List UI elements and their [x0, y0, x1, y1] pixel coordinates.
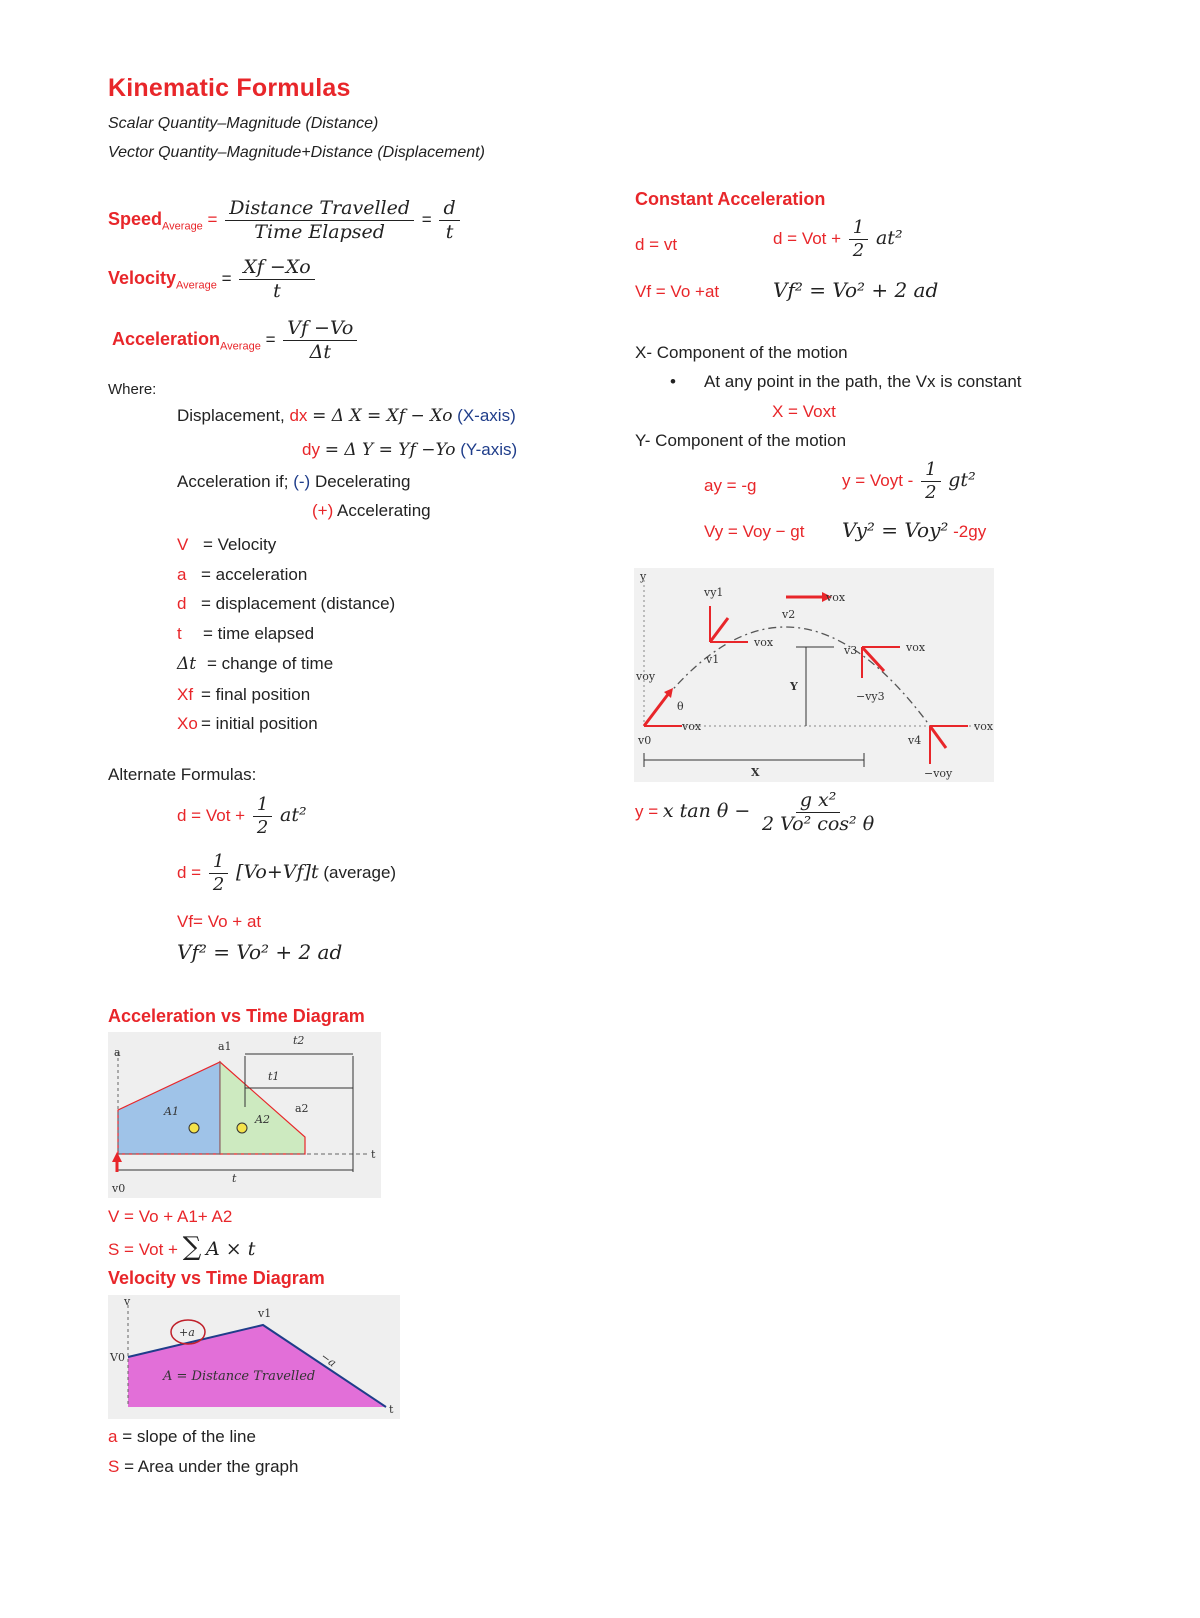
speed-denominator: Time Elapsed [254, 220, 385, 243]
diagram-background [634, 568, 994, 782]
alternate-formula-4: Vf² = Vo² + 2 ad [177, 940, 343, 964]
scalar-definition: Scalar Quantity–Magnitude (Distance) [108, 115, 379, 132]
legend-item: Xo = initial position [177, 714, 318, 734]
negative-sign: (-) [293, 472, 311, 491]
speed-formula: Speed$_{Average}$ = $\frac{\text{Distance Travelled}}{\text{Time Elapsed}}$ = $\frac{d}{t}$ [108, 198, 463, 243]
acc-time-heading: Acceleration vs Time Diagram [108, 1006, 365, 1026]
velocity-time-diagram [108, 1295, 400, 1419]
speed-sub: Average [162, 220, 203, 233]
label-a: a [114, 1046, 121, 1059]
label-v3: v3 [844, 644, 858, 657]
vel-time-heading: Velocity vs Time Diagram [108, 1268, 325, 1288]
page-title: Kinematic Formulas [108, 74, 351, 102]
label-t-axis: t [371, 1148, 376, 1161]
label-voy: voy [636, 670, 656, 683]
vector-definition: Vector Quantity–Magnitude+Distance (Displacement) [108, 144, 485, 161]
y-component-y: y = Voyt - $\frac{1}{2}$ gt² [842, 459, 976, 503]
projectile-diagram [634, 568, 994, 782]
constant-formula-2a: Vf = Vo +at [635, 282, 720, 301]
velocity-numerator: Xf −Xo [239, 257, 314, 280]
label-v1: v1 [706, 653, 720, 666]
x-component-formula: X = Voxt [772, 402, 836, 421]
label-t: t [389, 1403, 394, 1416]
decelerating-label: Decelerating [314, 472, 411, 491]
slope-definition: a = slope of the line [108, 1427, 256, 1446]
centroid-a1 [189, 1123, 199, 1133]
acceleration-sub: Average [220, 340, 261, 353]
legend-item: Xf = final position [177, 684, 311, 704]
label-v0: v0 [638, 734, 652, 747]
y-component-ay: ay = -g [704, 476, 757, 495]
centroid-a2 [237, 1123, 247, 1133]
displacement-y [302, 440, 517, 460]
legend-item: V = Velocity [177, 535, 277, 554]
label-t: t [232, 1172, 237, 1185]
constant-formula-1b: d = Vot + $\frac{1}{2}$ at² [773, 217, 903, 261]
label-vox-0: vox [682, 720, 702, 733]
y-component-vy2: Vy² = Voy² -2gy [842, 518, 987, 542]
label-vy3: −vy3 [856, 690, 885, 703]
label-vox-1: vox [754, 636, 774, 649]
alternate-formula-1: d = Vot + $\frac{1}{2}$ at² [177, 794, 307, 838]
speed-numerator: Distance Travelled [225, 198, 414, 221]
acceleration-numerator: Vf −Vo [283, 318, 357, 341]
label-t1: t1 [268, 1070, 280, 1083]
where-label: Where: [108, 381, 157, 398]
constant-heading: Constant Acceleration [635, 189, 826, 209]
label-A1: A1 [164, 1105, 179, 1118]
displacement-label: Displacement, [177, 406, 285, 425]
acc-time-formula-1: V = Vo + A1+ A2 [108, 1207, 233, 1226]
acceleration-denominator: Δt [309, 340, 331, 363]
accelerating-label: Accelerating [337, 501, 431, 520]
label-minus-a: −a [318, 1349, 339, 1370]
label-X: X [751, 766, 760, 779]
variable-legend [177, 530, 395, 739]
label-plus-a: +a [179, 1326, 195, 1339]
label-Y: Y [790, 680, 798, 693]
velocity-sub: Average [176, 279, 217, 292]
label-vox-4: vox [974, 720, 994, 733]
label-minus-voy: −voy [924, 767, 953, 780]
velocity-label: Velocity [108, 267, 177, 288]
dx-symbol: dx [289, 406, 308, 425]
dy-expression: = Δ Y = Yf −Yo [324, 440, 456, 460]
area-definition: S = Area under the graph [108, 1457, 299, 1476]
speed-label: Speed [108, 208, 163, 229]
trajectory-formula: y = x tan θ − $\frac{\text{g x²}}{\text{2 Vo² cos² θ}}$ [635, 789, 875, 835]
dx-expression: = Δ X = Xf − Xo [312, 406, 453, 426]
label-vox-top: vox [826, 591, 846, 604]
label-theta: θ [677, 700, 684, 713]
label-v0: V0 [110, 1351, 125, 1364]
label-y: y [640, 570, 647, 583]
alternate-formula-2: d = $\frac{1}{2}$ [Vo+Vf]t (average) [177, 851, 397, 895]
label-vy1: vy1 [704, 586, 724, 599]
alternate-heading: Alternate Formulas: [108, 765, 257, 784]
label-a1: a1 [218, 1040, 232, 1053]
constant-formula-2b: Vf² = Vo² + 2 ad [773, 278, 939, 302]
area-label: A = Distance Travelled [163, 1369, 316, 1384]
label-v4: v4 [908, 734, 922, 747]
acceleration-if-lead: Acceleration if; [177, 472, 289, 491]
label-v: v [124, 1295, 131, 1308]
velocity-formula: Velocity$_{Average}$ = $\frac{Xf -Xo}{t}$ [108, 257, 318, 302]
dx-axis: (X-axis) [457, 406, 516, 425]
constant-formula-1a: d = vt [635, 235, 678, 254]
y-component-heading: Y- Component of the motion [635, 431, 847, 450]
acceleration-time-diagram [108, 1032, 381, 1198]
velocity-denominator: t [273, 279, 281, 302]
y-component-vy: Vy = Voy − gt [704, 522, 805, 541]
displacement-x [177, 406, 516, 426]
legend-item: d = displacement (distance) [177, 594, 396, 614]
acceleration-label: Acceleration [112, 328, 221, 349]
speed-numerator-short: d [439, 198, 459, 221]
acceleration-if-negative [177, 472, 410, 492]
x-component-heading: X- Component of the motion [635, 343, 848, 362]
legend-item: a = acceleration [177, 564, 308, 584]
alternate-formula-3: Vf= Vo + at [177, 912, 262, 931]
dy-axis: (Y-axis) [460, 440, 518, 459]
label-v0: v0 [112, 1182, 126, 1195]
acceleration-if-positive [312, 501, 431, 521]
label-v1: v1 [258, 1307, 272, 1320]
speed-denominator-short: t [445, 220, 454, 243]
dy-symbol: dy [302, 440, 320, 459]
label-a2: a2 [295, 1102, 309, 1115]
legend-item: Δt = change of time [177, 653, 334, 674]
x-component-bullet: • At any point in the path, the Vx is constant [670, 372, 1022, 391]
label-v2: v2 [782, 608, 796, 621]
label-t2: t2 [293, 1034, 305, 1047]
positive-sign: (+) [312, 501, 334, 520]
acceleration-formula: Acceleration$_{Average}$ = $\frac{Vf -Vo}{\Delta t}$ [112, 318, 360, 363]
legend-item: t = time elapsed [177, 624, 315, 644]
label-vox-3: vox [906, 641, 926, 654]
label-A2: A2 [255, 1113, 270, 1126]
acc-time-formula-2: S = Vot + ∑ A × t [108, 1232, 256, 1262]
